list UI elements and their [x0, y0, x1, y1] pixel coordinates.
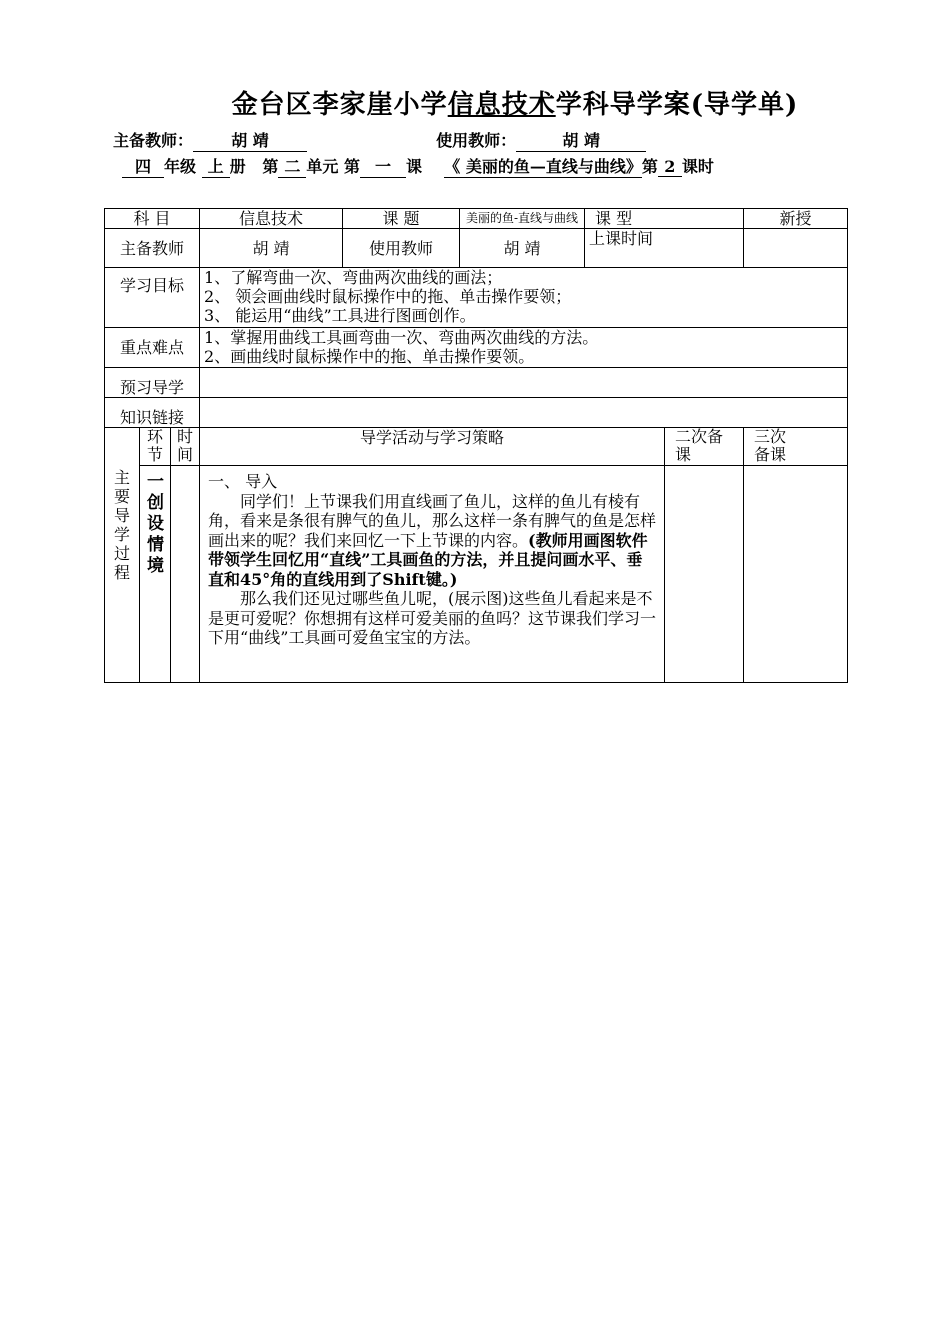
class-time-label: 上课时间 — [585, 229, 744, 268]
row-activity-content — [105, 466, 848, 683]
time-col-label: 时间 — [171, 428, 200, 466]
knowledge-content — [200, 398, 848, 428]
preview-content — [200, 368, 848, 398]
preview-label: 预习导学 — [105, 368, 200, 398]
stage-label: 一创设情境 — [140, 466, 171, 683]
third-prep-label: 三次备课 — [744, 428, 848, 466]
period-prefix: 第 — [641, 157, 658, 176]
row-keys — [105, 328, 848, 368]
key-item: 1、掌握用曲线工具画弯曲一次、弯曲两次曲线的方法。 — [204, 328, 599, 347]
knowledge-label: 知识链接 — [105, 398, 200, 428]
main-process-label: 主要导学过程 — [105, 428, 140, 683]
row-preview — [105, 368, 848, 398]
lesson-prefix: 第 — [343, 157, 360, 176]
subject-value: 信息技术 — [200, 209, 343, 229]
lesson-info-line — [122, 154, 714, 178]
use-teacher-label: 使用教师： — [436, 131, 517, 150]
period-value: 2 — [658, 157, 682, 177]
term-label: 册 — [229, 157, 246, 176]
unit-label: 单元 — [306, 157, 339, 176]
goal-item: 2、 领会画曲线时鼠标操作中的拖、单击操作要领； — [204, 287, 572, 306]
type-label: 课 型 — [585, 209, 744, 229]
activity-col-label: 导学活动与学习策略 — [200, 428, 665, 466]
row-activity-header — [105, 428, 848, 466]
lesson-label: 课 — [405, 157, 422, 176]
stage-time — [171, 466, 200, 683]
title-subject: 信息技术 — [447, 90, 556, 120]
grade-value: 四 — [122, 154, 164, 178]
goal-item: 3、 能运用“曲线”工具进行图画创作。 — [204, 306, 476, 325]
goals-label: 学习目标 — [105, 268, 200, 328]
row-teachers — [105, 229, 848, 268]
activity-content — [200, 466, 665, 683]
key-label: 重点难点 — [105, 328, 200, 368]
goals-content — [200, 268, 848, 328]
subject-label: 科 目 — [105, 209, 200, 229]
goal-item: 1、了解弯曲一次、弯曲两次曲线的画法； — [204, 268, 503, 287]
key-item: 2、画曲线时鼠标操作中的拖、单击操作要领。 — [204, 347, 535, 366]
use-value: 胡 靖 — [460, 229, 585, 268]
row-goals — [105, 268, 848, 328]
unit-value: 二 — [278, 154, 306, 178]
row-subject — [105, 209, 848, 229]
use-teacher-value: 胡 靖 — [516, 128, 646, 152]
period-label: 课时 — [681, 157, 714, 176]
content-para2: 那么我们还见过哪些鱼儿呢，(展示图)这些鱼儿看起来是不是更可爱呢？你想拥有这样可爱美丽的鱼吗？这节课我们学习一下用“曲线”工具画可爱鱼宝宝的方法。 — [208, 589, 657, 647]
lesson-plan-table — [104, 208, 848, 683]
keys-content — [200, 328, 848, 368]
grade-label: 年级 — [164, 157, 197, 176]
document-title — [0, 84, 950, 121]
prep-value: 胡 靖 — [200, 229, 343, 268]
second-prep-content — [665, 466, 744, 683]
title-rest: 学科导学案(导学单) — [555, 90, 799, 120]
topic-value: 美丽的鱼-直线与曲线 — [460, 209, 585, 229]
lesson-title: 《 美丽的鱼—直线与曲线》 — [444, 154, 642, 178]
third-prep-content — [744, 466, 848, 683]
content-para1 — [208, 492, 658, 590]
para1-bold-text: (教师用画图软件带领学生回忆用“直线”工具画鱼的方法，并且提问画水平、垂直和45°角的直线用到了Shift键。) — [208, 530, 648, 589]
second-prep-label: 二次备课 — [665, 428, 744, 466]
title-school: 金台区李家崖小学 — [231, 90, 448, 120]
lesson-value: 一 — [360, 154, 406, 178]
unit-prefix: 第 — [262, 157, 279, 176]
prep-teacher-label: 主备教师： — [113, 131, 194, 150]
content-heading: 一、 导入 — [208, 472, 278, 491]
class-time-value — [744, 229, 848, 268]
section-col-label: 环节 — [140, 428, 171, 466]
para1-text: 同学们！上节课我们用直线画了鱼儿，这样的鱼儿有棱有角，看来是条很有脾气的鱼儿，那么这样一条有脾气的鱼是怎样画出来的呢？我们来回忆一下上节课的内容。 — [208, 491, 657, 550]
teacher-line — [113, 128, 646, 152]
term-value: 上 — [202, 154, 230, 178]
use-label: 使用教师 — [343, 229, 460, 268]
prep-label: 主备教师 — [105, 229, 200, 268]
row-knowledge — [105, 398, 848, 428]
type-value: 新授 — [744, 209, 848, 229]
topic-label: 课 题 — [343, 209, 460, 229]
prep-teacher-value: 胡 靖 — [193, 128, 307, 152]
